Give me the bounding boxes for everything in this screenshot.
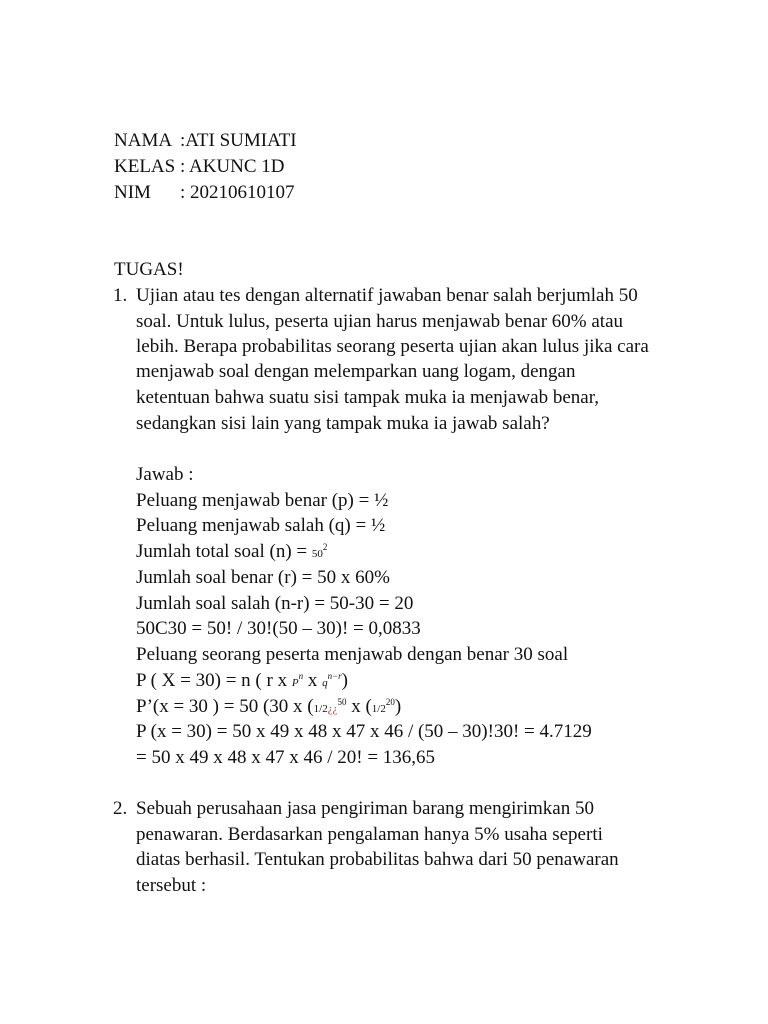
kelas-label: KELAS <box>114 156 176 177</box>
q2-line: Sebuah perusahaan jasa pengiriman barang mengirimkan 50 <box>136 798 594 819</box>
q2-line: penawaran. Berdasarkan pengalaman hanya 5% usaha seperti <box>136 824 603 845</box>
q2-line: tersebut : <box>136 875 207 896</box>
nim-value: : 20210610107 <box>180 182 295 203</box>
pp-part: ) <box>394 696 402 717</box>
pp-part: x ( <box>346 696 372 717</box>
answer-n-base: 50 <box>311 548 323 560</box>
px-part: x <box>303 670 323 691</box>
pp-red-glyphs: ¿¿ <box>327 703 338 715</box>
answer-r: Jumlah soal benar (r) = 50 x 60% <box>136 567 390 588</box>
answer-pprime-formula <box>136 695 401 721</box>
pp-part: P’(x = 30 ) = 50 (30 x ( <box>136 696 314 717</box>
kelas-value: : AKUNC 1D <box>180 156 285 177</box>
jawab-label: Jawab : <box>136 464 194 485</box>
px-p-exp: n <box>298 671 304 681</box>
q1-line: Ujian atau tes dengan alternatif jawaban benar salah berjumlah 50 <box>136 285 638 306</box>
pp-half: 1/2 <box>371 703 386 715</box>
answer-calc-2: = 50 x 49 x 48 x 47 x 46 / 20! = 136,65 <box>136 747 436 768</box>
answer-combination: 50C30 = 50! / 30!(50 – 30)! = 0,0833 <box>136 618 421 639</box>
answer-n-text: Jumlah total soal (n) = <box>136 541 312 562</box>
answer-p: Peluang menjawab benar (p) = ½ <box>136 490 389 511</box>
nim-label: NIM <box>114 182 151 203</box>
answer-px-formula <box>136 669 348 695</box>
px-part: ) <box>341 670 348 691</box>
q1-number: 1. <box>113 285 128 306</box>
pp-exp: 50 <box>337 697 347 707</box>
q1-line: sedangkan sisi lain yang tampak muka ia jawab salah? <box>136 413 550 434</box>
pp-half: 1/2 <box>313 703 328 715</box>
answer-calc-1: P (x = 30) = 50 x 49 x 48 x 47 x 46 / (50 – 30)!30! = 4.7129 <box>136 721 592 742</box>
answer-n-exp: 2 <box>322 542 328 552</box>
answer-q: Peluang menjawab salah (q) = ½ <box>136 515 386 536</box>
px-q: q <box>322 677 328 689</box>
answer-peluang: Peluang seorang peserta menjawab dengan benar 30 soal <box>136 644 569 665</box>
nama-value: :ATI SUMIATI <box>180 130 297 151</box>
px-q-exp: n−r <box>327 671 342 681</box>
q1-line: menjawab soal dengan melemparkan uang logam, dengan <box>136 361 576 382</box>
answer-nr: Jumlah soal salah (n-r) = 50-30 = 20 <box>136 593 414 614</box>
q2-line: diatas berhasil. Tentukan probabilitas bahwa dari 50 penawaran <box>136 849 619 870</box>
q1-line: ketentuan bahwa suatu sisi tampak muka ia menjawab benar, <box>136 387 600 408</box>
px-p: P <box>291 677 299 689</box>
pp-exp: 20 <box>385 697 395 707</box>
q2-number: 2. <box>113 798 128 819</box>
q1-line: soal. Untuk lulus, peserta ujian harus menjawab benar 60% atau <box>136 311 623 332</box>
tugas-title: TUGAS! <box>114 259 184 280</box>
nama-label: NAMA <box>114 130 173 151</box>
px-part: P ( X = 30) = n ( r x <box>136 670 292 691</box>
answer-n <box>136 540 327 566</box>
q1-line: lebih. Berapa probabilitas seorang peserta ujian akan lulus jika cara <box>136 336 649 357</box>
